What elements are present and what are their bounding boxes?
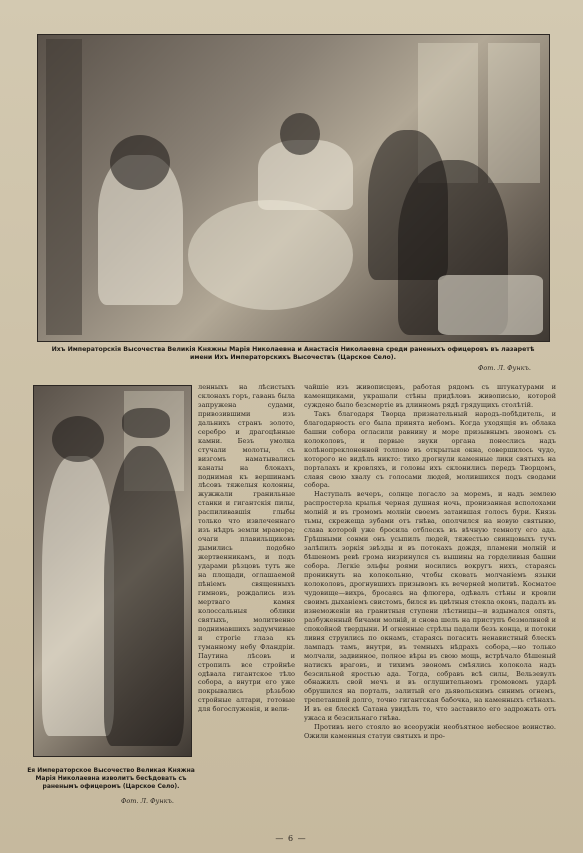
right-paragraph: Наступалъ вечеръ, солнце погасло за моремъ, и надъ землею распростерла крылья черная душная ночь, пронизанная всполохами молній и въ громомъ молніи своемъ затаившая голосъ бури. Князь тьмы, скрежеща зубами отъ гнѣва, ополчился на новую святыню, слава которой уже бросила отблескъ въ вѣчную темноту его ада. Грѣшными сонми онъ усыпилъ людей, тяжестью свинцовыхъ тучъ залѣпилъ зоркія звѣзды и въ потокахъ дождя, пламени молній и бѣшеномъ ревѣ грома низринулся съ вышины на горделивыя башни собора. Легкіе эльфы роями носились вокругъ нихъ, стараясь проникнуть на колокольню, чтобы сковать молчаніемъ языки колоколовъ, дрогнувшихъ призывомъ къ вечерней молитвѣ. Косматое чудовище—вихрь, бросаясь на флюгера, одѣвалъ стѣны и кровли своимъ дыханіемъ свистомъ, бился въ цвѣтныя стекла оконъ, падалъ въ изнеможеніи на гранитныя ступени лѣстницы—и вздымался опять, разбуженный бичами молній, и снова шелъ на приступъ безмолвной и спокойной твердыни. И огненные стрѣлы падали безъ конца, и потоки ливня струились по окнамъ, стараясь погасить ненавистный блескъ лампадъ тамъ, внутри, въ темныхъ нѣдрахъ собора,—но только молчали, задвинное, полное вѣры въ свою мощь, встрѣчало бѣшеный натискъ враговъ, и тихимъ звономъ смѣялись колокола надъ безсильной яростью ада. Тогда, собравъ всѣ силы, Вельзевулъ обнажилъ свой мечъ и въ оглушительномъ громовомъ ударѣ обрушился на порталъ, залитый его дьявольскимъ синимъ огнемъ, трепетавшей долго, точно гигантская бабочка, на каменныхъ стѣнахъ. И въ ея блескѣ Сатана увидѣлъ то, что заставило его задрожать отъ ужаса и безсильнаго гнѣва. — [304, 490, 556, 723]
right-paragraph: Такъ благодаря Творца признательный народъ-побѣдитель, и благодарность его была принята небомъ. Когда уходящія въ облака башни собора огласили равнину и море призывнымъ звономъ съ колоколовъ, и первые звуки органа понеслись надъ колѣнопреклоненной толпою въ открытыя окна, совершилось чудо, которого не видѣлъ никто: тихо дрогнули каменные лики святыхъ на порталахъ и кровляхъ, и головы ихъ склонились передъ Творцомъ, славя свою хвалу съ голосами людей, молившихся подъ сводами собора. — [304, 409, 556, 490]
side-photo-credit: Фот. Л. Функъ. — [121, 797, 174, 805]
middle-paragraph: ленныхъ на лѣсистыхъ склонахъ горъ, гавань была запружена судами, привозившими изъ дальнихъ странъ золото, серебро и драгоцѣнные камни. Безъ умолка стучали молоты, съ визгомъ наматывались канаты на блокахъ, поднимая къ вершинамъ лѣсовъ тяжелыя колонны, жужжали гранильные станки и гигантскія пилы, распиливавшія глыбы только что извлеченнаго изъ нѣдръ земли мрамора; очаги плавильщиковъ дымились подобно жертвенникамъ, и подъ ударами рѣзцовъ тутъ же на площади, оглашаемой пѣніемъ священныхъ гимновъ, рождались изъ мертваго камня колоссальныя облики святыхъ, молитвенно поднимавшихъ задумчивые и строгіе глаза къ туманному небу Фландріи. Паутина лѣсовъ и стропилъ все стройнѣе одѣвала гигантское тѣло собора, а внутри его уже покрывались рѣзьбою стройные алтари, готовые для богослуженія, и вели- — [198, 383, 295, 714]
top-photo-credit: Фот. Л. Функъ. — [478, 364, 531, 372]
side-photo — [33, 385, 192, 757]
top-photo-caption: Ихъ Императорскія Высочества Великія Княжны Марія Николаевна и Анастасія Николаевна среди раненыхъ офицеровъ въ лазаретѣ имени Ихъ Императорскихъ Высочествъ (Царское Село). — [51, 346, 535, 361]
text-column-middle — [198, 383, 295, 829]
top-photo — [37, 34, 550, 342]
right-paragraph: чайшіе изъ живописцевъ, работая рядомъ съ штукатурами и каменщиками, украшали стѣны придѣловъ живописью, которой суждено было безсмертіе въ длинномъ рядѣ грядущихъ столѣтій. — [304, 383, 556, 409]
right-paragraph: Противъ него стояло во всеоружіи необъятное небесное воинство. Ожили каменныя статуи святыхъ и про- — [304, 723, 556, 741]
side-photo-caption: Ея Императорское Высочество Великая Княжна Марія Николаевна изволитъ бесѣдовать съ раненымъ офицеромъ (Царское Село). — [27, 767, 195, 790]
page-number: — 6 — — [275, 834, 307, 843]
text-column-right — [304, 383, 556, 831]
